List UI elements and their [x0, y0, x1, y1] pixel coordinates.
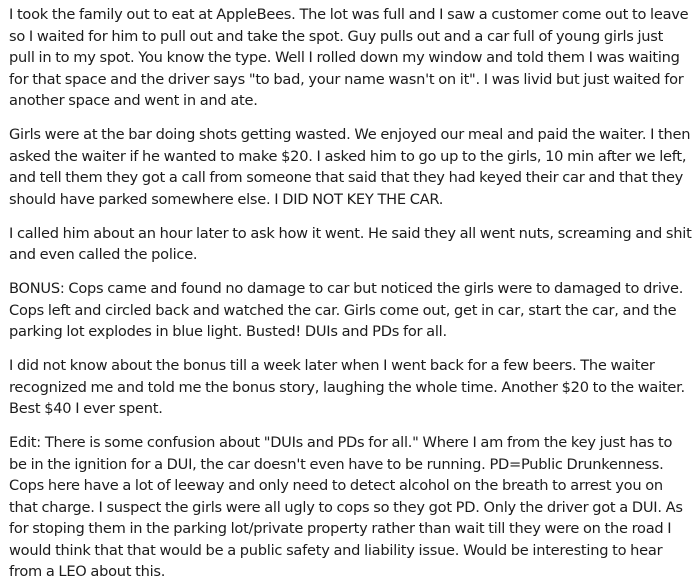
paragraph-4: BONUS: Cops came and found no damage to car but noticed the girls were to damaged to drive. Cops left and circled back and watched the car. Girls come out, get in car, start the car, and the parking lot explodes in blue light. Busted! DUIs and PDs for all. — [9, 280, 684, 340]
paragraph-3: I called him about an hour later to ask how it went. He said they all went nuts, screaming and shit and even called the police. — [9, 224, 692, 263]
paragraph-5: I did not know about the bonus till a week later when I went back for a few beers. The waiter recognized me and told me the bonus story, laughing the whole time. Another $20 to the waiter. Best $40 I ever spent. — [9, 357, 685, 417]
paragraph-2: Girls were at the bar doing shots getting wasted. We enjoyed our meal and paid the waiter. I then asked the waiter if he wanted to make $20. I asked him to go up to the girls, 10 min after we left, and tell them they got a call from someone that said that they had keyed their car and that they should have parked somewhere else. I DID NOT KEY THE CAR. — [9, 126, 691, 208]
paragraph-1: I took the family out to eat at AppleBees. The lot was full and I saw a customer come out to leave so I waited for him to pull out and take the spot. Guy pulls out and a car full of young girls just pull in to my spot. You know the type. Well I rolled down my window and told them I was waiting for that space and the driver says "to bad, your name wasn't on it". I was livid but just waited for another space and went in and ate. — [9, 6, 689, 109]
paragraph-6: Edit: There is some confusion about "DUIs and PDs for all." Where I am from the key just has to be in the ignition for a DUI, the car doesn't even have to be running. PD=Public Drunkenness. Cops here have a lot of leeway and only need to detect alcohol on the breath to arrest you on that charge. I suspect the girls were all ugly to cops so they got PD. Only the driver got a DUI. As for stoping them in the parking lot/private property rather than wait till they were on the road I would think that that would be a public safety and liability issue. Would be interesting to hear from a LEO about this. — [9, 434, 683, 580]
